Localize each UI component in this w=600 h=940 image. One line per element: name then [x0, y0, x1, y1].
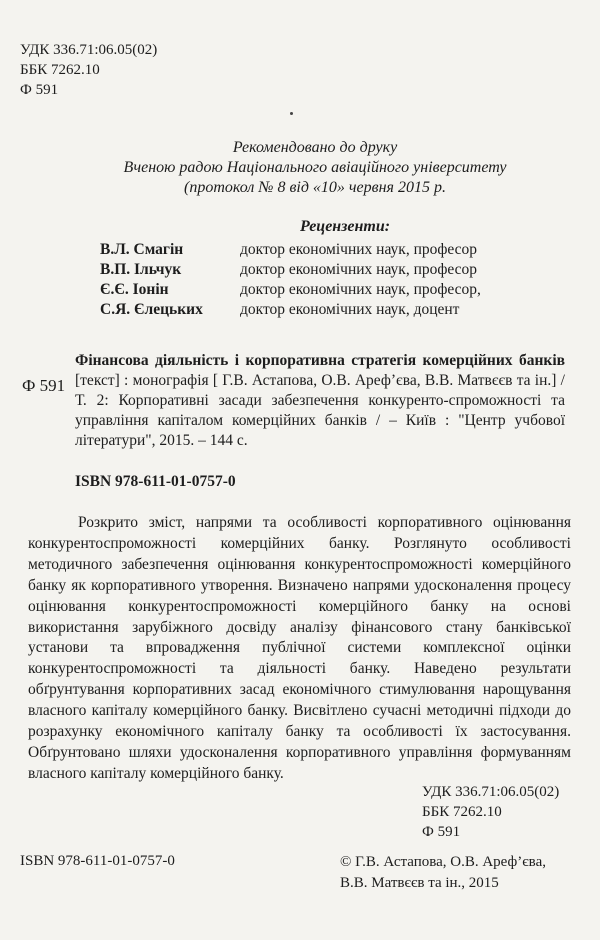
catalog-author-mark: Ф 591 [22, 376, 66, 395]
copyright-line: В.В. Матвєєв та ін., 2015 [340, 875, 499, 891]
reviewer-name: С.Я. Єлецьких [100, 301, 203, 318]
bbk-code: ББК 7262.10 [20, 62, 100, 78]
udc-code: УДК 336.71:06.05(02) [422, 784, 560, 800]
reviewer-degree: доктор економічних наук, професор, [240, 281, 481, 298]
copyright-line: © Г.В. Астапова, О.В. Ареф’єва, [340, 854, 546, 870]
copyright-block [340, 852, 546, 894]
reviewer-row [100, 240, 481, 260]
book-title: Фінансова діяльність і корпоративна стратегія комерційних банків [75, 352, 565, 369]
author-mark: Ф 591 [20, 82, 59, 98]
reviewer-degree: доктор економічних наук, професор [240, 241, 478, 258]
bbk-code: ББК 7262.10 [422, 804, 502, 820]
abstract-block [28, 513, 571, 785]
print-dot [290, 112, 293, 115]
isbn-footer: ISBN 978-611-01-0757-0 [20, 853, 175, 869]
reviewer-name: В.П. Ільчук [100, 261, 182, 278]
recommendation-line: Рекомендовано до друку [232, 139, 398, 156]
recommendation-line: Вченою радою Національного авіаційного університету [123, 159, 507, 176]
recommendation-line: (протокол № 8 від «10» червня 2015 р. [184, 179, 446, 196]
reviewers-list [100, 240, 481, 320]
udc-code: УДК 336.71:06.05(02) [20, 42, 158, 58]
reviewer-name: В.Л. Смагін [100, 241, 184, 258]
reviewer-row [100, 260, 481, 280]
classification-codes-top [20, 40, 157, 100]
author-mark: Ф 591 [422, 824, 461, 840]
reviewer-name: Є.Є. Іонін [100, 281, 169, 298]
classification-codes-bottom [422, 782, 559, 842]
catalog-record [75, 351, 565, 451]
reviewer-row [100, 300, 481, 320]
catalog-description: [текст] : монографія [ Г.В. Астапова, О.В. Ареф’єва, В.В. Матвєєв та ін.] / Т. 2: Корпоративні засади забезпечення конкуренто-спроможності та управління капіталом комерційних банків / – Київ : "Центр учбової літератури", 2015. – 144 с. [75, 372, 565, 449]
isbn-catalog: ISBN 978-611-01-0757-0 [75, 473, 236, 490]
abstract-paragraph: Розкрито зміст, напрями та особливості корпоративного оцінювання конкурентоспроможності комерційних банку. Розглянуто особливості методичного забезпечення оцінювання конкурентоспроможності комерційного банку як корпоративного утворення. Визначено напрями удосконалення процесу оцінювання конкурентоспроможності комерційного банку на основі використання зарубіжного досвіду аналізу фінансового стану банківської установи та впровадження публічної системи комплексної оцінки конкурентоспроможності та діяльності банку. Наведено результати обґрунтування корпоративних засад економічного стимулювання нарощування власного капіталу комерційного банку. Висвітлено сучасні методичні підходи до розрахунку економічного капіталу банку та особливості їх застосування. Обґрунтовано шляхи удосконалення корпоративного управління формуванням власного капіталу комерційного банку. [28, 514, 571, 782]
reviewer-row [100, 280, 481, 300]
reviewer-degree: доктор економічних наук, доцент [240, 301, 460, 318]
reviewer-degree: доктор економічних наук, професор [240, 261, 478, 278]
reviewers-heading: Рецензенти: [300, 218, 391, 235]
recommendation-block [80, 138, 550, 198]
